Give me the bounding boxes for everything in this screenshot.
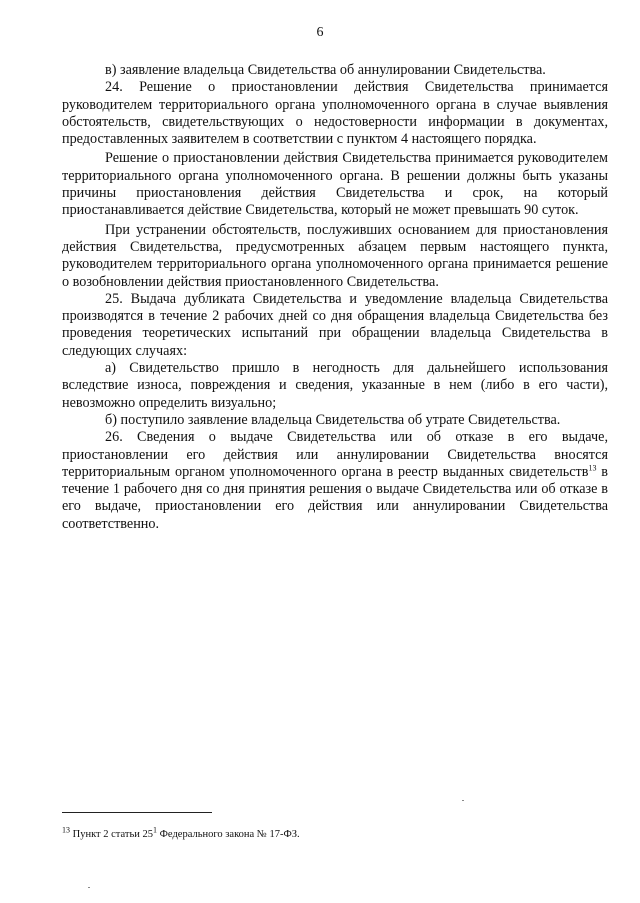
scan-speck <box>462 800 464 801</box>
footnote-text-end: Федерального закона № 17-ФЗ. <box>157 829 300 840</box>
paragraph-26 <box>62 429 608 533</box>
footnote-marker: 13 <box>62 825 70 835</box>
paragraph-26-text-end: в течение 1 рабочего дня со дня принятия решения о выдаче Свидетельства или об отказе в его выдаче, приостановлении его действия или аннулировании Свидетельства соответственно. <box>62 463 608 532</box>
paragraph-24-decision: Решение о приостановлении действия Свидетельства принимается руководителем территориального органа уполномоченного органа. В решении должны быть указаны причины приостановления действия Свидетельства и срок, на который приостанавливается действие Свидетельства, который не может превышать 90 суток. <box>62 150 608 219</box>
paragraph-24: 24. Решение о приостановлении действия Свидетельства принимается руководителем территориального органа уполномоченного органа в случае выявления обстоятельств, свидетельствующих о недостоверности информации в документах, предоставленных заявителем в соответствии с пунктом 4 настоящего порядка. <box>62 79 608 148</box>
footnote-text-start: Пункт 2 статьи 25 <box>70 829 154 840</box>
document-body <box>62 62 608 533</box>
paragraph-v: в) заявление владельца Свидетельства об аннулировании Свидетельства. <box>105 62 546 78</box>
footnote-separator <box>62 812 212 813</box>
footnote-reference-13: 13 <box>588 463 597 473</box>
paragraph-25: 25. Выдача дубликата Свидетельства и уведомление владельца Свидетельства производятся в течение 2 рабочих дней со дня обращения владельца Свидетельства без проведения теоретических испытаний при обращении владельца Свидетельства в следующих случаях: <box>62 290 608 359</box>
page-number: 6 <box>316 25 324 40</box>
paragraph-25-a: а) Свидетельство пришло в негодность для дальнейшего использования вследствие износа, повреждения и сведения, указанные в нем (либо в его части), невозможно определить визуально; <box>62 360 608 411</box>
paragraph-26-text-start: 26. Сведения о выдаче Свидетельства или об отказе в его выдаче, приостановлении его действия или аннулировании Свидетельства вносятся территориальным органом уполномоченного органа в реестр выданных свидетельств <box>62 429 608 480</box>
paragraph-24-resumption: При устранении обстоятельств, послуживших основанием для приостановления действия Свидетельства, предусмотренных абзацем первым настоящего пункта, руководителем территориального органа уполномоченного органа принимается решение о возобновлении действия приостановленного Свидетельства. <box>62 221 608 290</box>
paragraph-25-b: б) поступило заявление владельца Свидетельства об утрате Свидетельства. <box>105 411 561 428</box>
footnote-article-superscript: 1 <box>153 825 158 835</box>
footnote-13 <box>62 825 608 841</box>
scan-speck <box>88 887 90 888</box>
